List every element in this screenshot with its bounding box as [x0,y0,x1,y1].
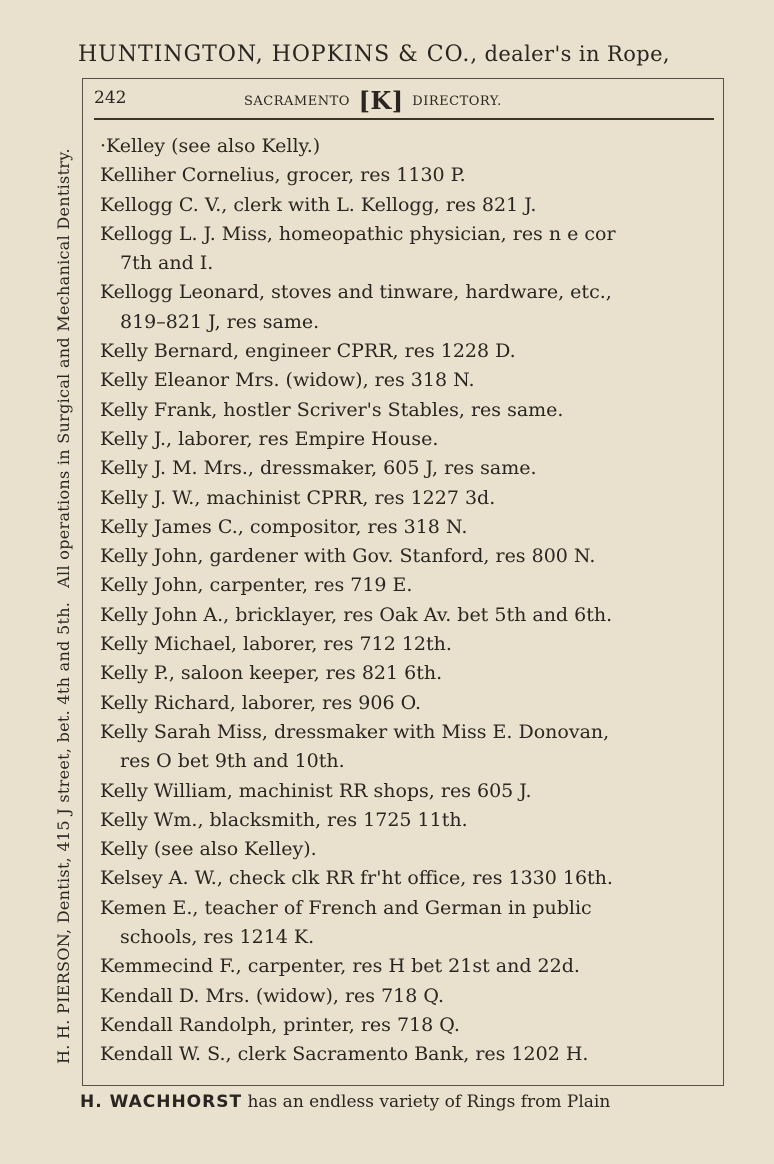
entry-text: Kelly John, gardener with Gov. Stanford, res 800 N. [100,545,596,568]
bottom-advertisement [80,1092,740,1112]
entry-text: Kemmecind F., carpenter, res H bet 21st and 22d. [100,955,580,978]
directory-entries [100,132,706,1070]
directory-entry [100,513,706,542]
entry-text: Kellogg Leonard, stoves and tinware, hardware, etc., [100,281,612,304]
bottom-ad-text: has an endless variety of Rings from Plain [242,1092,611,1112]
entry-text: Kellogg L. J. Miss, homeopathic physician, res n e cor [100,222,616,245]
entry-text: Kelly Bernard, engineer CPRR, res 1228 D. [100,340,516,363]
directory-entry [100,484,706,513]
side-advertisement [54,84,73,1064]
entry-continuation: res O bet 9th and 10th. [120,750,345,773]
entry-text: Kelly J. M. Mrs., dressmaker, 605 J, res same. [100,457,537,480]
directory-entry [100,454,706,483]
directory-entry [100,191,706,220]
directory-entry [100,220,706,279]
directory-entry [100,278,706,337]
section-letter: [K] [358,86,404,115]
entry-text: Kelly James C., compositor, res 318 N. [100,515,468,538]
directory-entry [100,132,706,161]
entry-text: Kellogg C. V., clerk with L. Kellogg, res 821 J. [100,193,537,216]
entry-text: Kelly Richard, laborer, res 906 O. [100,691,422,714]
entry-text: Kelly John, carpenter, res 719 E. [100,574,413,597]
top-ad-text: , dealer's in Rope, [470,42,670,66]
directory-entry [100,894,706,953]
entry-continuation: 819–821 J, res same. [120,310,320,333]
directory-entry [100,1040,706,1069]
page-number: 242 [94,88,127,108]
directory-entry [100,777,706,806]
directory-entry [100,337,706,366]
entry-text: Kelliher Cornelius, grocer, res 1130 P. [100,164,466,187]
directory-entry [100,659,706,688]
entry-text: Kelly J. W., machinist CPRR, res 1227 3d. [100,486,496,509]
entry-text: ·Kelley (see also Kelly.) [100,135,321,157]
directory-entry [100,982,706,1011]
entry-text: Kelly Eleanor Mrs. (widow), res 318 N. [100,369,475,392]
top-advertisement [78,42,728,67]
directory-entry [100,571,706,600]
directory-entry [100,806,706,835]
entry-text: Kelly Sarah Miss, dressmaker with Miss E. Donovan, [100,720,610,743]
entry-text: Kelsey A. W., check clk RR fr'ht office, res 1330 16th. [100,867,613,890]
entry-text: Kelly P., saloon keeper, res 821 6th. [100,662,443,685]
entry-text: Kelly John A., bricklayer, res Oak Av. bet 5th and 6th. [100,603,613,626]
running-head-right: DIRECTORY. [412,94,502,109]
directory-entry [100,864,706,893]
entry-text: Kelly Frank, hostler Scriver's Stables, res same. [100,398,564,421]
directory-entry [100,425,706,454]
entry-text: Kelly J., laborer, res Empire House. [100,427,439,450]
top-ad-firm: HUNTINGTON, HOPKINS & CO. [78,42,471,67]
directory-entry [100,161,706,190]
side-ad-dentist: H. H. PIERSON, Dentist, 415 J street, bet. 4th and 5th. [54,601,73,1064]
running-head-title [244,86,502,115]
running-head [94,86,714,120]
entry-text: Kelly (see also Kelley). [100,838,317,861]
entry-text: Kelly Wm., blacksmith, res 1725 11th. [100,808,468,831]
entry-continuation: schools, res 1214 K. [120,926,315,949]
running-head-left: SACRAMENTO [244,94,350,109]
directory-entry [100,542,706,571]
entry-text: Kendall D. Mrs. (widow), res 718 Q. [100,984,445,1007]
entry-text: Kendall W. S., clerk Sacramento Bank, res 1202 H. [100,1043,589,1066]
directory-entry [100,366,706,395]
entry-text: Kelly William, machinist RR shops, res 605 J. [100,779,532,802]
directory-entry [100,718,706,777]
entry-text: Kelly Michael, laborer, res 712 12th. [100,633,452,656]
directory-entry [100,396,706,425]
directory-entry [100,1011,706,1040]
directory-entry [100,601,706,630]
entry-text: Kendall Randolph, printer, res 718 Q. [100,1013,460,1036]
directory-entry [100,689,706,718]
side-ad-operations: All operations in Surgical and Mechanical Dentistry. [54,148,73,588]
entry-text: Kemen E., teacher of French and German in public [100,896,592,919]
bottom-ad-name: H. WACHHORST [80,1092,243,1112]
directory-entry [100,835,706,864]
directory-entry [100,952,706,981]
directory-entry [100,630,706,659]
entry-continuation: 7th and I. [120,252,214,275]
